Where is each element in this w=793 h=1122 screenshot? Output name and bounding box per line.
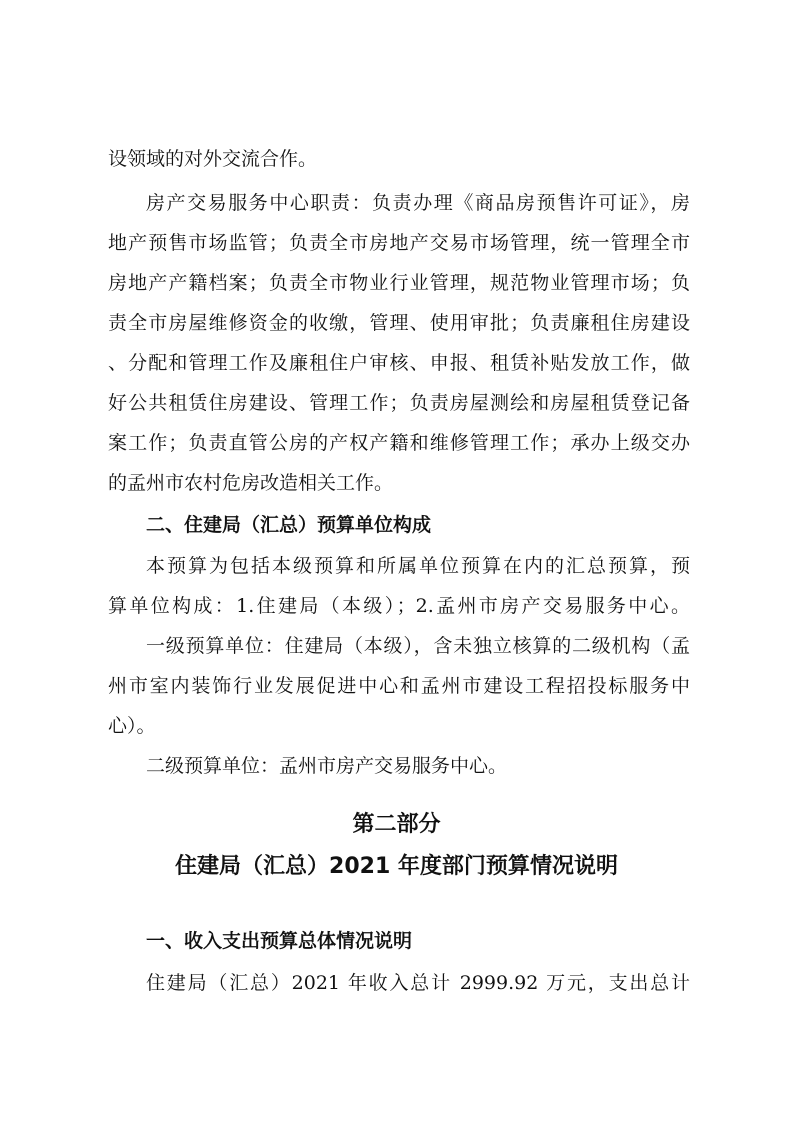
paragraph-line: 算单位构成：1.住建局（本级）；2.孟州市房产交易服务中心。 — [108, 595, 690, 617]
paragraph-line: 的孟州市农村危房改造相关工作。 — [108, 472, 394, 494]
paragraph-line: 责全市房屋维修资金的收缴，管理、使用审批；负责廉租住房建设 — [108, 312, 690, 334]
paragraph-line: 好公共租赁住房建设、管理工作；负责房屋测绘和房屋租赁登记备 — [108, 392, 690, 414]
paragraph-line: 一级预算单位：住建局（本级），含未独立核算的二级机构（孟 — [146, 635, 690, 657]
paragraph-line: 本预算为包括本级预算和所属单位预算在内的汇总预算，预 — [146, 555, 690, 577]
paragraph-line: 房地产产籍档案；负责全市物业行业管理，规范物业管理市场；负 — [108, 272, 690, 294]
paragraph-line: 、分配和管理工作及廉租住户审核、申报、租赁补贴发放工作，做 — [108, 352, 690, 374]
paragraph-line: 房产交易服务中心职责：负责办理《商品房预售许可证》，房 — [146, 192, 690, 214]
part-subtitle: 住建局（汇总）2021 年度部门预算情况说明 — [175, 854, 618, 879]
paragraph-line: 心）。 — [108, 715, 156, 737]
paragraph-line: 州市室内装饰行业发展促进中心和孟州市建设工程招投标服务中 — [108, 675, 690, 697]
section-heading: 一、收入支出预算总体情况说明 — [146, 930, 413, 952]
paragraph-line: 设领域的对外交流合作。 — [108, 148, 318, 170]
part-title: 第二部分 — [352, 812, 441, 837]
paragraph-line: 案工作；负责直管公房的产权产籍和维修管理工作；承办上级交办 — [108, 432, 690, 454]
section-heading: 二、住建局（汇总）预算单位构成 — [146, 514, 432, 536]
paragraph-line: 地产预售市场监管；负责全市房地产交易市场管理，统一管理全市 — [108, 232, 690, 254]
paragraph-line: 二级预算单位：孟州市房产交易服务中心。 — [146, 755, 508, 777]
paragraph-line: 住建局（汇总）2021 年收入总计 2999.92 万元，支出总计 — [146, 972, 690, 994]
